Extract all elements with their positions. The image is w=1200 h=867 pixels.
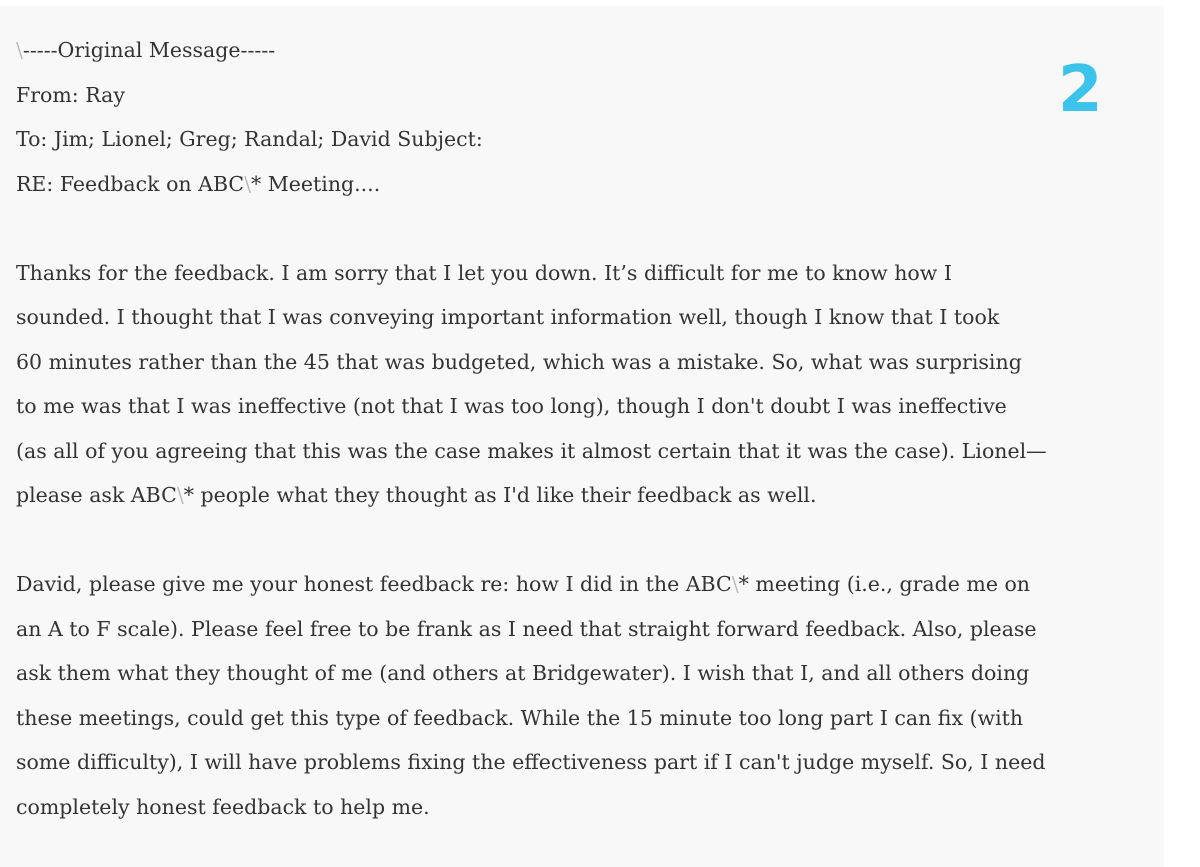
escape-char: \ — [176, 483, 184, 507]
to-line: To: Jim; Lionel; Greg; Randal; David Subject: — [16, 127, 483, 151]
paragraph2-line: some difficulty), I will have problems fixing the effectiveness part if I can't judge myself. So, I need — [16, 750, 1046, 774]
original-message-label: -----Original Message----- — [22, 38, 276, 62]
original-message-line — [16, 28, 1146, 73]
email-panel — [0, 6, 1164, 867]
paragraph1-text-start: please ask ABC — [16, 483, 177, 507]
paragraph2-line: ask them what they thought of me (and others at Bridgewater). I wish that I, and all others doing — [16, 661, 1030, 685]
subject-text-end: * Meeting.... — [251, 171, 381, 196]
paragraph1-line: Thanks for the feedback. I am sorry that I let you down. It’s difficult for me to know how I — [16, 260, 952, 285]
paragraph2-line: an A to F scale). Please feel free to be frank as I need that straight forward feedback. Also, please — [16, 616, 1037, 641]
paragraph2-text-end: * meeting (i.e., grade me on — [738, 572, 1031, 596]
from-line: From: Ray — [16, 82, 125, 107]
paragraph1-text-end: * people what they thought as I'd like their feedback as well. — [183, 483, 817, 507]
subject-line — [16, 162, 1146, 207]
paragraph1-line: (as all of you agreeing that this was the case makes it almost certain that it was the case). Lionel— — [16, 438, 1047, 463]
paragraph2-line — [16, 562, 1146, 607]
escape-char: \ — [16, 38, 23, 62]
page-number-badge: 2 — [1058, 53, 1103, 127]
paragraph1-line — [16, 473, 1146, 518]
paragraph2-line: completely honest feedback to help me. — [16, 794, 430, 819]
paragraph1-line: sounded. I thought that I was conveying important information well, though I know that I took — [16, 305, 1000, 329]
escape-char: \ — [731, 572, 739, 596]
subject-text-start: RE: Feedback on ABC — [16, 171, 245, 196]
paragraph1-line: to me was that I was ineffective (not that I was too long), though I don't doubt I was ineffective — [16, 394, 1007, 418]
paragraph-spacer — [16, 518, 1146, 563]
escape-char: \ — [244, 171, 251, 196]
paragraph2-text-start: David, please give me your honest feedback re: how I did in the ABC — [16, 572, 732, 596]
paragraph2-line: these meetings, could get this type of feedback. While the 15 minute too long part I can fix (with — [16, 705, 1024, 730]
paragraph-spacer — [16, 206, 1146, 251]
paragraph1-line: 60 minutes rather than the 45 that was budgeted, which was a mistake. So, what was surprising — [16, 349, 1022, 374]
email-body — [16, 28, 1146, 829]
